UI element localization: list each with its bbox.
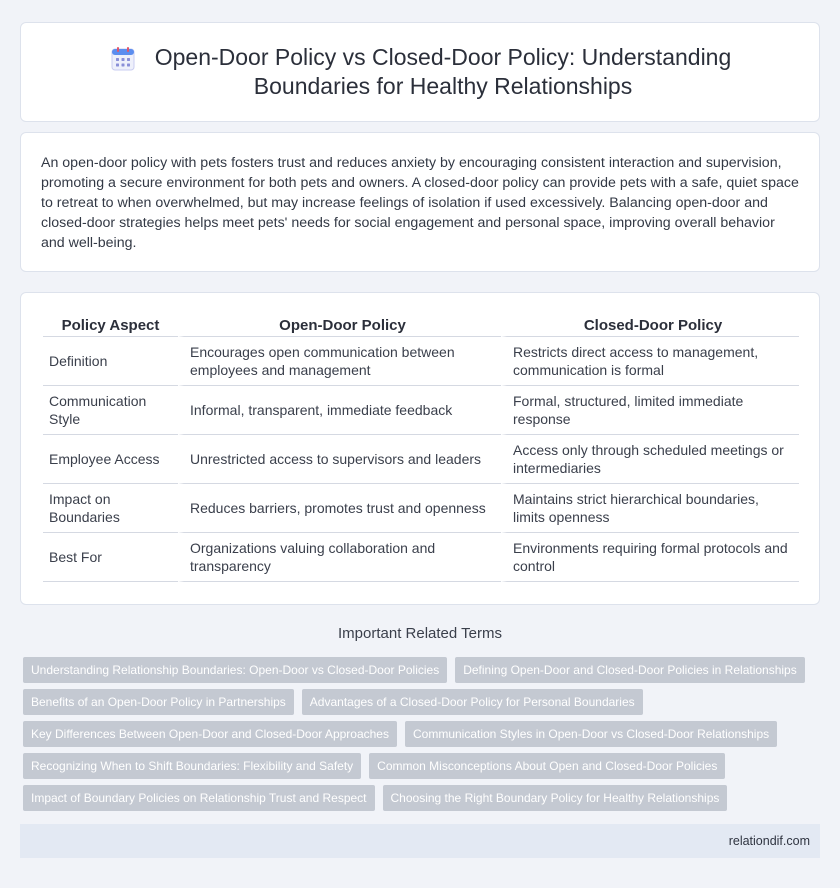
related-term-tag[interactable]: Recognizing When to Shift Boundaries: Flexibility and Safety	[23, 753, 361, 779]
page-title-line2: Boundaries for Healthy Relationships	[253, 73, 633, 99]
related-term-tag[interactable]: Choosing the Right Boundary Policy for Healthy Relationships	[383, 785, 728, 811]
table-row	[43, 435, 799, 484]
table-header-cell: Closed-Door Policy	[501, 307, 799, 337]
table-cell: Unrestricted access to supervisors and leaders	[178, 435, 501, 484]
table-cell: Informal, transparent, immediate feedback	[178, 386, 501, 435]
table-header-cell: Policy Aspect	[43, 307, 178, 337]
table-cell: Encourages open communication between employees and management	[178, 337, 501, 386]
page-title-line1: Open-Door Policy vs Closed-Door Policy: Understanding	[154, 44, 732, 70]
table-header-cell: Open-Door Policy	[178, 307, 501, 337]
table-row	[43, 484, 799, 533]
footer-site-link[interactable]: relationdif.com	[728, 834, 810, 848]
table-cell: Best For	[43, 533, 178, 582]
comparison-table-card	[20, 292, 820, 605]
table-header-row	[43, 307, 799, 337]
table-cell: Organizations valuing collaboration and transparency	[178, 533, 501, 582]
table-row	[43, 386, 799, 435]
table-cell: Access only through scheduled meetings or intermediaries	[501, 435, 799, 484]
table-cell: Communication Style	[43, 386, 178, 435]
table-cell: Formal, structured, limited immediate response	[501, 386, 799, 435]
tag-row	[23, 689, 823, 715]
tag-row	[23, 657, 823, 683]
related-terms-list	[23, 657, 823, 817]
intro-card	[20, 132, 820, 272]
related-term-tag[interactable]: Understanding Relationship Boundaries: Open-Door vs Closed-Door Policies	[23, 657, 447, 683]
related-terms-title: Important Related Terms	[338, 625, 502, 642]
related-term-tag[interactable]: Key Differences Between Open-Door and Closed-Door Approaches	[23, 721, 397, 747]
page-title	[155, 43, 732, 101]
table-cell: Definition	[43, 337, 178, 386]
table-cell: Environments requiring formal protocols and control	[501, 533, 799, 582]
table-row	[43, 337, 799, 386]
related-term-tag[interactable]: Impact of Boundary Policies on Relationship Trust and Respect	[23, 785, 375, 811]
table-cell: Maintains strict hierarchical boundaries, limits openness	[501, 484, 799, 533]
related-term-tag[interactable]: Advantages of a Closed-Door Policy for Personal Boundaries	[302, 689, 643, 715]
related-term-tag[interactable]: Defining Open-Door and Closed-Door Policies in Relationships	[455, 657, 805, 683]
tag-row	[23, 753, 823, 779]
table-cell: Restricts direct access to management, communication is formal	[501, 337, 799, 386]
comparison-table	[43, 307, 799, 582]
related-term-tag[interactable]: Common Misconceptions About Open and Closed-Door Policies	[369, 753, 725, 779]
table-row	[43, 533, 799, 582]
table-cell: Employee Access	[43, 435, 178, 484]
related-term-tag[interactable]: Communication Styles in Open-Door vs Closed-Door Relationships	[405, 721, 777, 747]
header-card	[20, 22, 820, 122]
table-cell: Impact on Boundaries	[43, 484, 178, 533]
tag-row	[23, 785, 823, 811]
footer	[20, 824, 820, 858]
calendar-icon	[109, 45, 137, 73]
intro-text: An open-door policy with pets fosters trust and reduces anxiety by encouraging consistent interaction and supervision, promoting a secure environment for both pets and owners. A closed-door policy can provide pets with a safe, quiet space to retreat to when overwhelmed, but may increase feelings of isolation if used excessively. Balancing open-door and closed-door strategies helps meet pets' needs for social engagement and personal space, improving overall behavior and well-being.	[41, 155, 799, 251]
tag-row	[23, 721, 823, 747]
related-term-tag[interactable]: Benefits of an Open-Door Policy in Partnerships	[23, 689, 294, 715]
table-cell: Reduces barriers, promotes trust and openness	[178, 484, 501, 533]
title-wrap	[109, 43, 732, 101]
